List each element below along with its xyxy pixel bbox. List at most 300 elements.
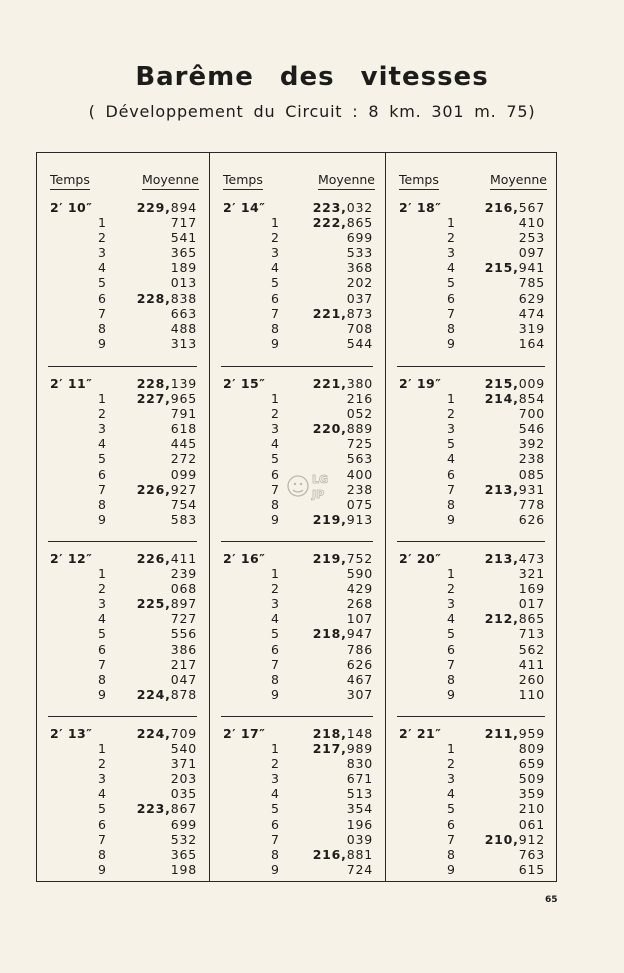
speed-value	[519, 291, 545, 306]
column-header	[36, 172, 209, 194]
table-row	[36, 551, 209, 566]
tenth-digit: 4	[271, 611, 280, 627]
table-row	[209, 786, 385, 801]
speed-integer: 226,	[136, 481, 171, 497]
speed-integer: 219,	[312, 551, 347, 566]
tenth-digit: 6	[447, 641, 456, 657]
speed-value	[137, 687, 197, 702]
speed-value	[519, 642, 545, 657]
tenth-digit: 6	[447, 466, 456, 482]
tenth-digit: 6	[447, 290, 456, 306]
svg-text:LG: LG	[312, 473, 329, 486]
speed-value	[519, 245, 545, 260]
speed-decimal: 713	[518, 626, 545, 642]
speed-decimal: 371	[170, 756, 197, 772]
speed-decimal: 590	[346, 566, 373, 582]
speed-decimal: 897	[170, 596, 197, 612]
table-row	[36, 741, 209, 756]
speed-value	[347, 566, 373, 581]
speed-value	[313, 215, 373, 230]
speed-decimal: 947	[346, 626, 373, 642]
speed-integer: 211,	[484, 726, 519, 741]
speed-value	[519, 566, 545, 581]
speed-value	[313, 726, 373, 741]
tenth-digit: 8	[98, 320, 107, 336]
speed-decimal: 912	[518, 831, 545, 847]
speed-decimal: 927	[170, 481, 197, 497]
table-row	[385, 260, 557, 275]
tenth-digit: 6	[271, 641, 280, 657]
tenth-digit: 1	[98, 215, 107, 231]
tenth-digit: 8	[447, 320, 456, 336]
table-row	[209, 626, 385, 641]
tenth-digit: 7	[447, 656, 456, 672]
speed-decimal: 873	[346, 305, 373, 321]
speed-decimal: 359	[518, 786, 545, 802]
tenth-digit: 1	[271, 215, 280, 231]
table-row	[209, 741, 385, 756]
tenth-digit: 6	[447, 816, 456, 832]
speed-decimal: 035	[170, 786, 197, 802]
table-row	[36, 275, 209, 290]
speed-decimal: 410	[518, 215, 545, 231]
tenth-digit: 4	[98, 436, 107, 452]
speed-integer: 227,	[136, 391, 171, 407]
speed-decimal: 541	[170, 230, 197, 246]
speed-value	[313, 376, 373, 391]
tenth-digit: 7	[447, 305, 456, 321]
speed-decimal: 567	[518, 200, 545, 215]
tenth-digit: 1	[98, 566, 107, 582]
time-label: 2′ 11″	[50, 376, 93, 391]
speed-decimal: 319	[518, 320, 545, 336]
tenth-digit: 8	[447, 671, 456, 687]
speed-decimal: 618	[170, 421, 197, 437]
speed-value	[519, 451, 545, 466]
tenth-digit: 2	[447, 756, 456, 772]
table-column	[385, 152, 557, 882]
speed-decimal: 663	[170, 305, 197, 321]
speed-value	[347, 687, 373, 702]
speed-integer: 220,	[312, 421, 347, 437]
speed-value	[171, 657, 197, 672]
speed-decimal: 894	[170, 200, 197, 215]
tenth-digit: 4	[98, 611, 107, 627]
table-row	[385, 482, 557, 497]
tenth-digit: 2	[98, 581, 107, 597]
tenth-digit: 8	[271, 846, 280, 862]
speed-decimal: 865	[518, 611, 545, 627]
time-block	[36, 551, 209, 701]
temps-header: Temps	[223, 172, 263, 190]
speed-decimal: 238	[346, 481, 373, 497]
speed-value	[171, 245, 197, 260]
tenth-digit: 5	[271, 626, 280, 642]
speed-decimal: 540	[170, 741, 197, 757]
table-row	[36, 421, 209, 436]
speed-decimal: 268	[346, 596, 373, 612]
speed-value	[519, 672, 545, 687]
speed-decimal: 380	[346, 376, 373, 391]
speed-decimal: 097	[518, 245, 545, 261]
speed-value	[347, 771, 373, 786]
table-row	[36, 847, 209, 862]
speed-decimal: 321	[518, 566, 545, 582]
speed-value	[171, 321, 197, 336]
tenth-digit: 4	[271, 786, 280, 802]
speed-integer: 223,	[136, 801, 171, 817]
speed-value	[347, 451, 373, 466]
speed-value	[519, 771, 545, 786]
tenth-digit: 1	[447, 566, 456, 582]
table-row	[36, 566, 209, 581]
tenth-digit: 9	[271, 335, 280, 351]
speed-decimal: 445	[170, 436, 197, 452]
table-row	[385, 230, 557, 245]
block-divider	[221, 541, 373, 542]
speed-value	[519, 421, 545, 436]
speed-value	[519, 786, 545, 801]
tenth-digit: 8	[271, 320, 280, 336]
time-label: 2′ 12″	[50, 551, 93, 566]
speed-decimal: 139	[170, 376, 197, 391]
speed-value	[171, 817, 197, 832]
tenth-digit: 4	[447, 451, 456, 467]
table-column	[209, 152, 385, 882]
time-label: 2′ 13″	[50, 726, 93, 741]
table-row	[209, 596, 385, 611]
tenth-digit: 3	[98, 596, 107, 612]
table-row	[385, 275, 557, 290]
speed-decimal: 989	[346, 741, 373, 757]
speed-decimal: 202	[346, 275, 373, 291]
svg-text:JP: JP	[312, 488, 325, 501]
table-row	[209, 611, 385, 626]
speed-decimal: 626	[346, 656, 373, 672]
speed-decimal: 411	[170, 551, 197, 566]
speed-decimal: 708	[346, 320, 373, 336]
speed-decimal: 838	[170, 290, 197, 306]
speed-decimal: 238	[518, 451, 545, 467]
tenth-digit: 1	[98, 741, 107, 757]
speed-value	[137, 291, 197, 306]
speed-decimal: 513	[346, 786, 373, 802]
speed-decimal: 700	[518, 406, 545, 422]
speed-decimal: 532	[170, 831, 197, 847]
table-row	[36, 512, 209, 527]
table-column	[36, 152, 209, 882]
speed-decimal: 544	[346, 335, 373, 351]
tenth-digit: 4	[271, 436, 280, 452]
speed-value	[171, 862, 197, 877]
table-row	[36, 581, 209, 596]
table-row	[385, 421, 557, 436]
speed-value	[137, 596, 197, 611]
time-block	[36, 726, 209, 876]
speed-value	[485, 376, 545, 391]
speed-value	[137, 200, 197, 215]
table-row	[385, 291, 557, 306]
table-row	[36, 391, 209, 406]
speed-value	[519, 817, 545, 832]
table-row	[385, 786, 557, 801]
tenth-digit: 9	[98, 861, 107, 877]
speed-decimal: 809	[518, 741, 545, 757]
speed-value	[171, 260, 197, 275]
tenth-digit: 2	[447, 581, 456, 597]
speed-integer: 217,	[312, 741, 347, 757]
speed-value	[171, 581, 197, 596]
table-row	[36, 832, 209, 847]
table-row	[385, 741, 557, 756]
speed-decimal: 785	[518, 275, 545, 291]
tenth-digit: 1	[447, 391, 456, 407]
tenth-digit: 9	[271, 686, 280, 702]
tenth-digit: 9	[98, 511, 107, 527]
speed-value	[171, 512, 197, 527]
speed-decimal: 039	[346, 831, 373, 847]
table-row	[385, 306, 557, 321]
speed-decimal: 562	[518, 641, 545, 657]
speed-decimal: 196	[346, 816, 373, 832]
speed-value	[171, 451, 197, 466]
speed-decimal: 671	[346, 771, 373, 787]
table-row	[36, 817, 209, 832]
time-block	[385, 376, 557, 526]
speed-integer: 225,	[136, 596, 171, 612]
table-row	[209, 687, 385, 702]
tenth-digit: 1	[271, 566, 280, 582]
speed-value	[519, 687, 545, 702]
tenth-digit: 5	[98, 275, 107, 291]
tenth-digit: 3	[271, 421, 280, 437]
table-row	[385, 642, 557, 657]
time-label: 2′ 20″	[399, 551, 442, 566]
speed-integer: 218,	[312, 726, 347, 741]
moyenne-header: Moyenne	[318, 172, 375, 190]
table-row	[385, 551, 557, 566]
speed-decimal: 216	[346, 391, 373, 407]
speed-value	[171, 230, 197, 245]
speed-decimal: 148	[346, 726, 373, 741]
table-row	[36, 245, 209, 260]
table-row	[36, 862, 209, 877]
speed-value	[347, 321, 373, 336]
tenth-digit: 3	[447, 771, 456, 787]
tenth-digit: 7	[447, 481, 456, 497]
speed-decimal: 867	[170, 801, 197, 817]
table-row	[36, 611, 209, 626]
speed-value	[347, 482, 373, 497]
tenth-digit: 9	[447, 511, 456, 527]
speed-decimal: 724	[346, 861, 373, 877]
speed-decimal: 752	[346, 551, 373, 566]
speed-value	[171, 421, 197, 436]
speed-decimal: 754	[170, 496, 197, 512]
temps-header: Temps	[50, 172, 90, 190]
speed-decimal: 017	[518, 596, 545, 612]
speed-decimal: 854	[518, 391, 545, 407]
speed-decimal: 253	[518, 230, 545, 246]
speed-value	[137, 391, 197, 406]
table-row	[36, 230, 209, 245]
table-row	[209, 436, 385, 451]
speed-decimal: 546	[518, 421, 545, 437]
speed-decimal: 865	[346, 215, 373, 231]
speed-value	[313, 421, 373, 436]
speed-decimal: 941	[518, 260, 545, 276]
speed-value	[519, 497, 545, 512]
table-row	[36, 596, 209, 611]
speed-decimal: 061	[518, 816, 545, 832]
temps-header: Temps	[399, 172, 439, 190]
tenth-digit: 9	[447, 335, 456, 351]
tenth-digit: 7	[447, 831, 456, 847]
speed-decimal: 260	[518, 671, 545, 687]
speed-value	[519, 321, 545, 336]
table-row	[36, 376, 209, 391]
speed-integer: 222,	[312, 215, 347, 231]
speed-value	[171, 436, 197, 451]
block-divider	[48, 541, 197, 542]
speed-decimal: 615	[518, 861, 545, 877]
table-row	[385, 376, 557, 391]
table-row	[36, 497, 209, 512]
speed-decimal: 509	[518, 771, 545, 787]
tenth-digit: 2	[271, 756, 280, 772]
tenth-digit: 5	[271, 275, 280, 291]
tenth-digit: 6	[271, 816, 280, 832]
moyenne-header: Moyenne	[490, 172, 547, 190]
speed-value	[313, 847, 373, 862]
speed-value	[485, 551, 545, 566]
table-row	[385, 672, 557, 687]
table-row	[385, 497, 557, 512]
time-label: 2′ 19″	[399, 376, 442, 391]
speed-value	[347, 756, 373, 771]
table-row	[209, 551, 385, 566]
speed-value	[485, 611, 545, 626]
speed-value	[313, 200, 373, 215]
speed-decimal: 889	[346, 421, 373, 437]
tenth-digit: 6	[98, 466, 107, 482]
speed-decimal: 198	[170, 861, 197, 877]
table-row	[385, 200, 557, 215]
table-row	[36, 672, 209, 687]
speed-decimal: 354	[346, 801, 373, 817]
table-row	[385, 406, 557, 421]
table-row	[36, 260, 209, 275]
tenth-digit: 1	[98, 391, 107, 407]
table-row	[385, 566, 557, 581]
tenth-digit: 7	[271, 305, 280, 321]
page-subtitle: ( Développement du Circuit : 8 km. 301 m. 75)	[88, 102, 536, 121]
tenth-digit: 7	[98, 481, 107, 497]
speed-decimal: 881	[346, 846, 373, 862]
tenth-digit: 4	[98, 260, 107, 276]
tenth-digit: 4	[271, 260, 280, 276]
tenth-digit: 5	[447, 275, 456, 291]
speed-decimal: 725	[346, 436, 373, 452]
speed-value	[313, 741, 373, 756]
speed-value	[171, 406, 197, 421]
speed-value	[137, 551, 197, 566]
block-divider	[397, 366, 545, 367]
speed-decimal: 717	[170, 215, 197, 231]
speed-value	[171, 306, 197, 321]
speed-value	[519, 336, 545, 351]
speed-decimal: 368	[346, 260, 373, 276]
speed-decimal: 959	[518, 726, 545, 741]
table-row	[385, 801, 557, 816]
speed-value	[137, 376, 197, 391]
table-row	[36, 336, 209, 351]
tenth-digit: 6	[98, 290, 107, 306]
speed-value	[519, 306, 545, 321]
speed-value	[347, 260, 373, 275]
table-row	[385, 596, 557, 611]
speed-value	[347, 275, 373, 290]
tenth-digit: 9	[98, 686, 107, 702]
speed-integer: 216,	[484, 200, 519, 215]
tenth-digit: 8	[447, 496, 456, 512]
speed-value	[519, 406, 545, 421]
speed-integer: 216,	[312, 846, 347, 862]
table-row	[385, 626, 557, 641]
table-row	[385, 847, 557, 862]
tenth-digit: 4	[98, 786, 107, 802]
speed-decimal: 009	[518, 376, 545, 391]
speed-decimal: 365	[170, 846, 197, 862]
speed-integer: 215,	[484, 376, 519, 391]
table-row	[385, 321, 557, 336]
tenth-digit: 1	[447, 215, 456, 231]
time-label: 2′ 21″	[399, 726, 442, 741]
speed-integer: 226,	[136, 551, 171, 566]
speed-value	[347, 611, 373, 626]
table-row	[209, 215, 385, 230]
speed-decimal: 239	[170, 566, 197, 582]
tenth-digit: 6	[271, 466, 280, 482]
speed-integer: 213,	[484, 481, 519, 497]
speed-value	[347, 596, 373, 611]
table-row	[36, 451, 209, 466]
speed-decimal: 110	[518, 686, 545, 702]
speed-value	[347, 497, 373, 512]
tenth-digit: 5	[447, 801, 456, 817]
speed-value	[137, 726, 197, 741]
table-row	[209, 847, 385, 862]
tenth-digit: 2	[98, 230, 107, 246]
speed-decimal: 583	[170, 511, 197, 527]
speed-decimal: 386	[170, 641, 197, 657]
tenth-digit: 7	[271, 481, 280, 497]
speed-value	[519, 801, 545, 816]
tenth-digit: 4	[447, 260, 456, 276]
speed-value	[347, 672, 373, 687]
table-row	[209, 260, 385, 275]
tenth-digit: 5	[98, 626, 107, 642]
speed-value	[519, 215, 545, 230]
speed-integer: 221,	[312, 376, 347, 391]
table-row	[385, 467, 557, 482]
speed-value	[485, 200, 545, 215]
tenth-digit: 9	[271, 861, 280, 877]
tenth-digit: 2	[271, 406, 280, 422]
table-row	[209, 245, 385, 260]
speed-decimal: 791	[170, 406, 197, 422]
speed-value	[313, 306, 373, 321]
